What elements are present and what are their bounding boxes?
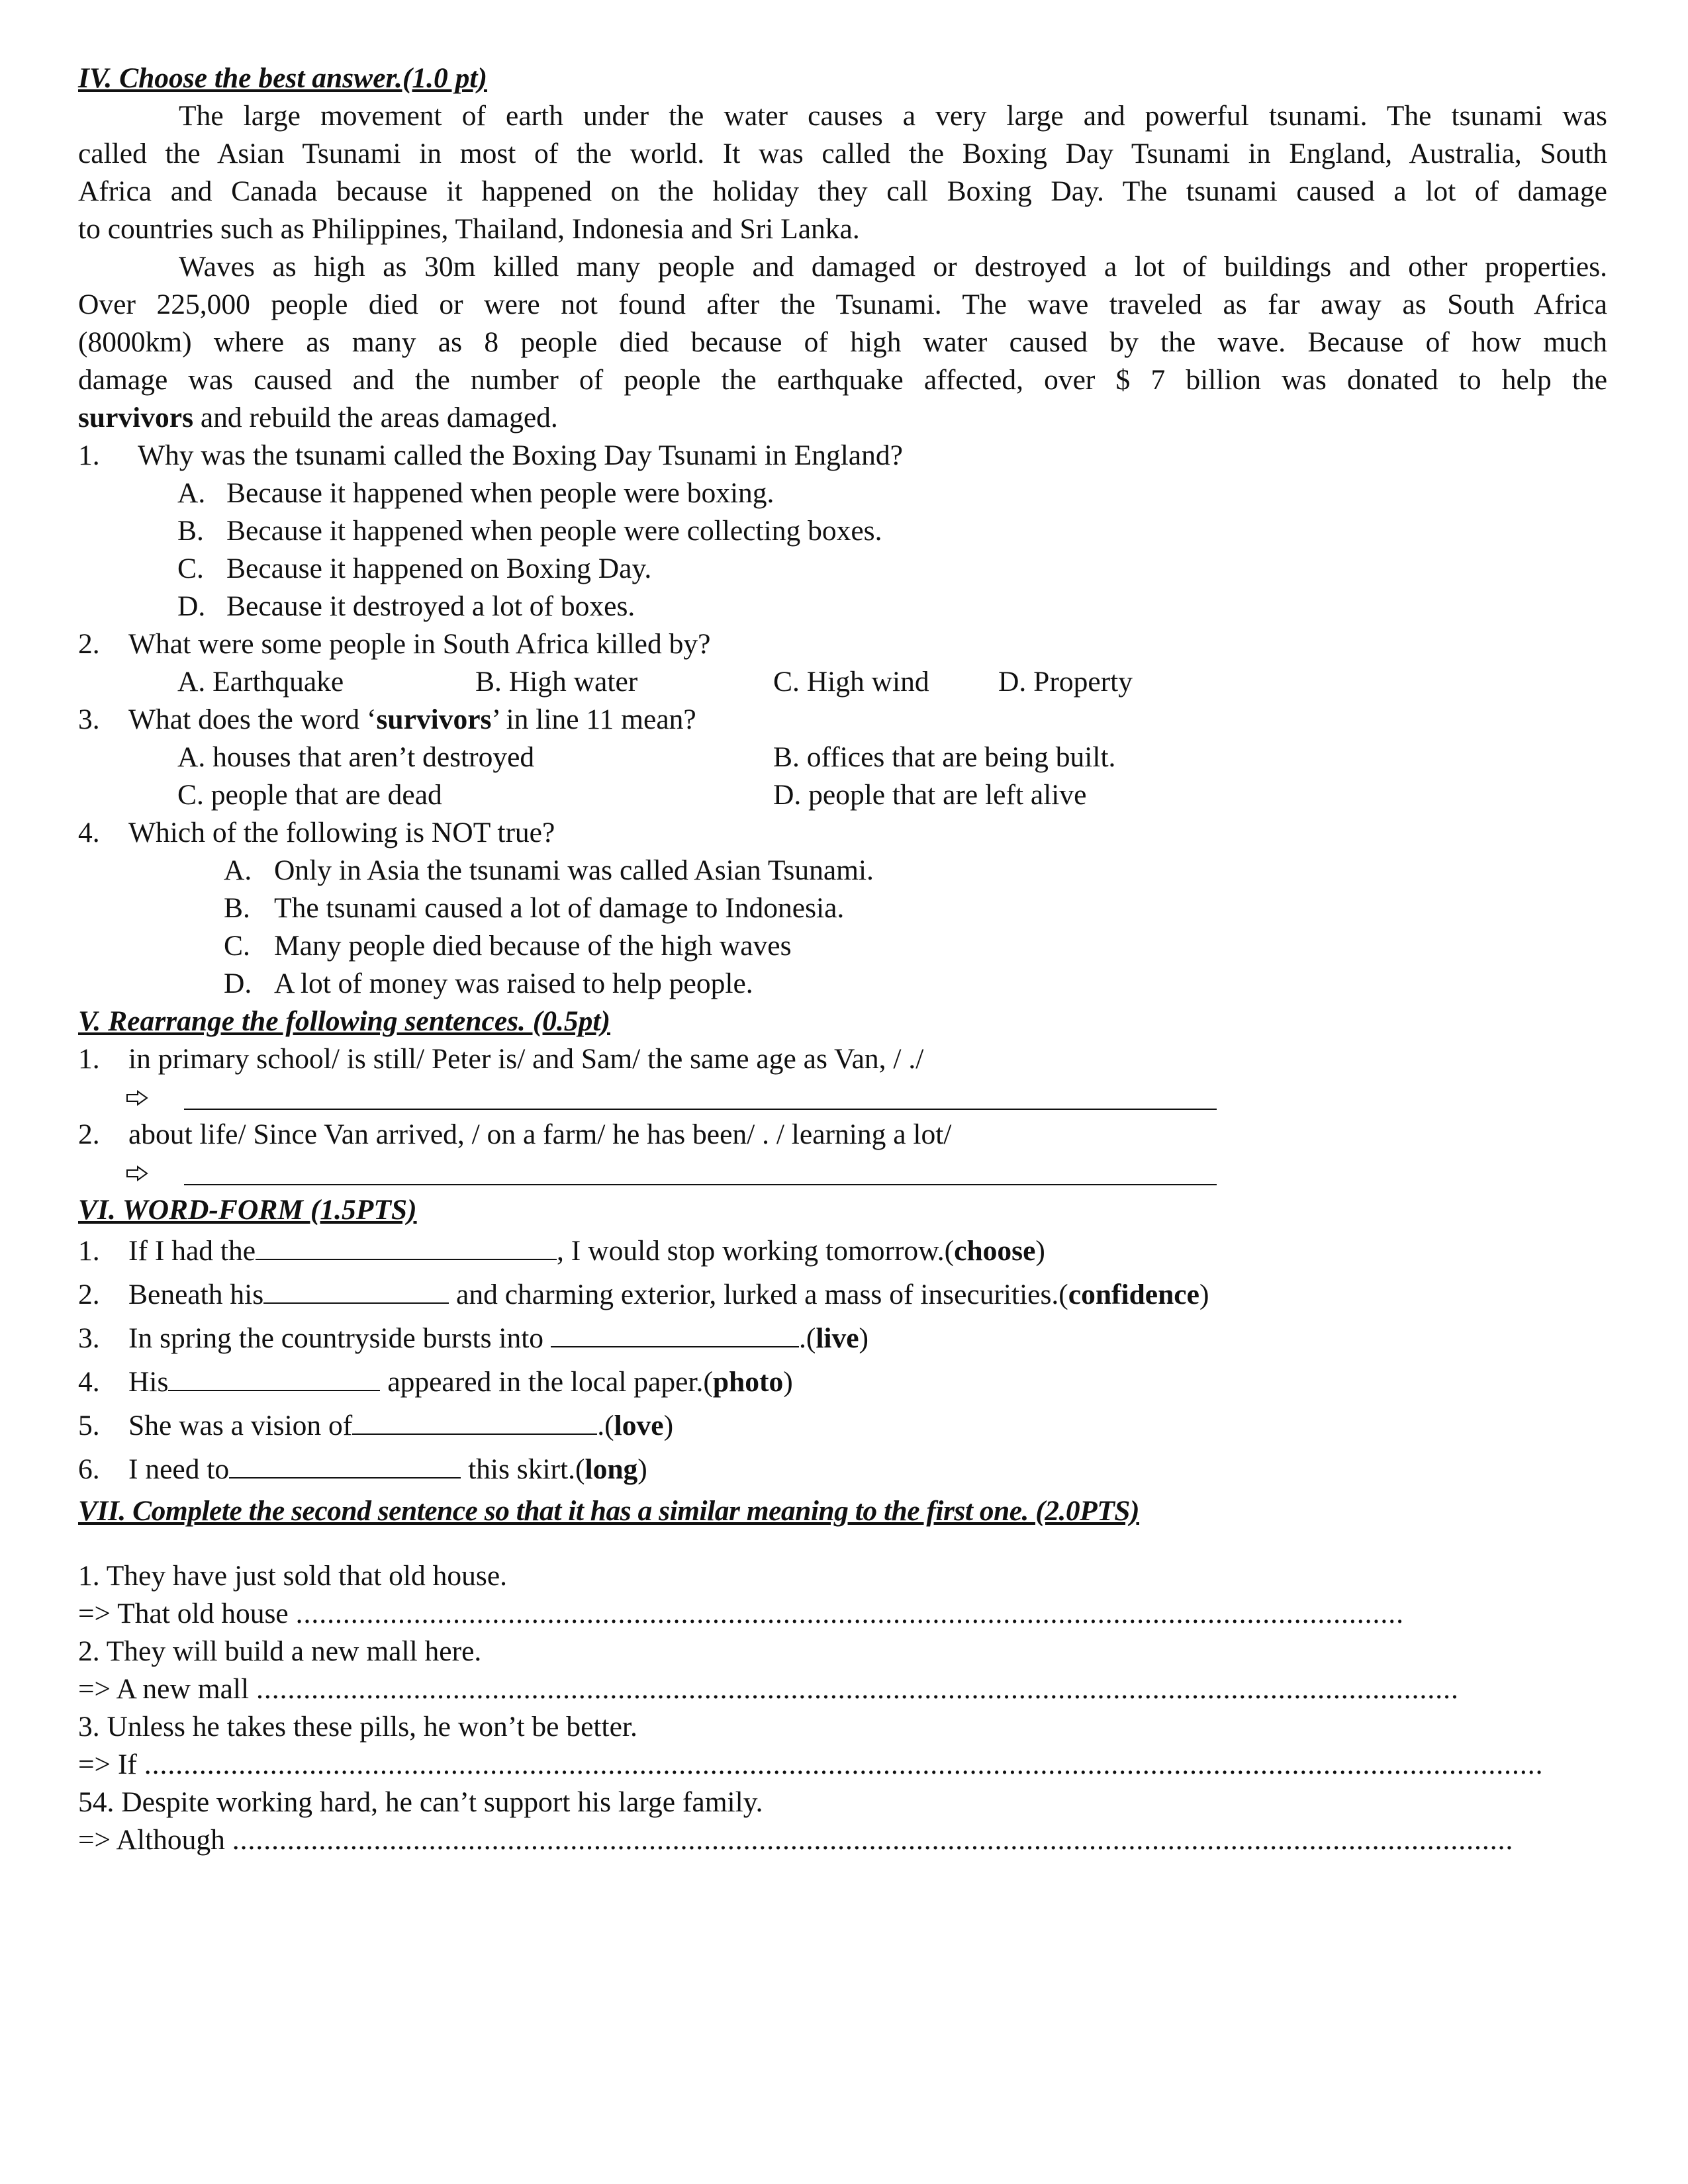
dotted-blank: ......................................................................................................................................................... <box>256 1673 1459 1705</box>
passage-line: Over 225,000 people died or were not found after the Tsunami. The wave traveled as far away as South Africa <box>78 289 1607 320</box>
option-row: A. Because it happened when people were boxing. <box>177 477 774 509</box>
word-form-item: 5. She was a vision of .(love) <box>78 1404 1607 1447</box>
word-form-item: 3. In spring the countryside bursts into .(live) <box>78 1316 1607 1360</box>
blank-input[interactable] <box>229 1451 461 1479</box>
dotted-blank: ................................................................................................................................................................... <box>232 1824 1514 1856</box>
question-4: 4. Which of the following is NOT true? <box>78 817 555 848</box>
question-2: 2. What were some people in South Africa killed by? <box>78 628 711 660</box>
option-row: A. Earthquake B. High water C. High wind D. Property <box>177 666 1133 698</box>
blank-input[interactable] <box>263 1276 449 1304</box>
answer-input[interactable] <box>184 1154 1217 1185</box>
answer-line <box>78 1078 1607 1116</box>
dotted-blank: .................................................................................................................................................................................. <box>144 1749 1544 1780</box>
dotted-blank: ............................................................................................................................................. <box>295 1598 1404 1629</box>
word-form-item: 4. His appeared in the local paper.(photo) <box>78 1360 1607 1404</box>
section-v-heading: V. Rearrange the following sentences. (0.5pt) <box>78 1005 610 1037</box>
option-row: D. Because it destroyed a lot of boxes. <box>177 590 635 622</box>
rearrange-item: 1. in primary school/ is still/ Peter is/ and Sam/ the same age as Van, / ./ <box>78 1043 924 1075</box>
transform-answer[interactable]: => That old house ............................................................................................................................................. <box>78 1598 1404 1629</box>
question-3: 3. What does the word ‘survivors’ in line 11 mean? <box>78 704 696 735</box>
passage-line: Africa and Canada because it happened on the holiday they call Boxing Day. The tsunami caused a lot of damage <box>78 175 1607 207</box>
blank-input[interactable] <box>256 1232 557 1260</box>
arrow-right-icon <box>126 1165 148 1181</box>
word-form-item: 2. Beneath his and charming exterior, lurked a mass of insecurities.(confidence) <box>78 1273 1607 1316</box>
section-vi-heading: VI. WORD-FORM (1.5PTS) <box>78 1194 417 1226</box>
answer-input[interactable] <box>184 1078 1217 1110</box>
transform-answer[interactable]: => If .................................................................................................................................................................................. <box>78 1749 1544 1780</box>
answer-line <box>78 1154 1607 1191</box>
transform-answer[interactable]: => Although ................................................................................................................................................................... <box>78 1824 1514 1856</box>
section-iv-heading: IV. Choose the best answer.(1.0 pt) <box>78 62 487 94</box>
passage-line: (8000km) where as many as 8 people died because of high water caused by the wave. Because of how much <box>78 326 1607 358</box>
option-row: C. people that are dead D. people that are left alive <box>177 779 1087 811</box>
rearrange-item: 2. about life/ Since Van arrived, / on a farm/ he has been/ . / learning a lot/ <box>78 1118 952 1150</box>
question-1: 1. Why was the tsunami called the Boxing Day Tsunami in England? <box>78 439 903 471</box>
passage-line: to countries such as Philippines, Thailand, Indonesia and Sri Lanka. <box>78 213 860 245</box>
survivors-word: survivors <box>78 402 193 433</box>
transform-question: 1. They have just sold that old house. <box>78 1560 507 1592</box>
option-row: A. Only in Asia the tsunami was called Asian Tsunami. <box>224 854 874 886</box>
option-row: B. The tsunami caused a lot of damage to Indonesia. <box>224 892 845 924</box>
worksheet-page <box>78 60 1607 1859</box>
transform-answer[interactable]: => A new mall ......................................................................................................................................................... <box>78 1673 1459 1705</box>
passage-line: damage was caused and the number of people the earthquake affected, over $ 7 billion was donated to help the <box>78 364 1607 396</box>
blank-input[interactable] <box>551 1320 799 1347</box>
arrow-right-icon <box>126 1090 148 1106</box>
option-row: D. A lot of money was raised to help people. <box>224 968 753 999</box>
passage-line: survivors and rebuild the areas damaged. <box>78 402 558 433</box>
passage-line: Waves as high as 30m killed many people and damaged or destroyed a lot of buildings and other properties. <box>179 251 1607 283</box>
option-row: C. Many people died because of the high waves <box>224 930 792 962</box>
transform-question: 2. They will build a new mall here. <box>78 1635 482 1667</box>
passage-line: called the Asian Tsunami in most of the world. It was called the Boxing Day Tsunami in England, Australia, South <box>78 138 1607 169</box>
passage-line: The large movement of earth under the water causes a very large and powerful tsunami. The tsunami was <box>179 100 1607 132</box>
option-row: B. Because it happened when people were collecting boxes. <box>177 515 882 547</box>
transform-question: 54. Despite working hard, he can’t support his large family. <box>78 1786 763 1818</box>
word-form-item: 1. If I had the , I would stop working tomorrow.(choose) <box>78 1229 1607 1273</box>
section-vii-heading: VII. Complete the second sentence so that it has a similar meaning to the first one. (2.0PTS) <box>78 1495 1139 1527</box>
option-row: C. Because it happened on Boxing Day. <box>177 553 652 584</box>
word-form-item: 6. I need to this skirt.(long) <box>78 1447 1607 1491</box>
transform-question: 3. Unless he takes these pills, he won’t be better. <box>78 1711 637 1743</box>
blank-input[interactable] <box>352 1407 597 1435</box>
blank-input[interactable] <box>168 1363 380 1391</box>
option-row: A. houses that aren’t destroyed B. offices that are being built. <box>177 741 1116 773</box>
